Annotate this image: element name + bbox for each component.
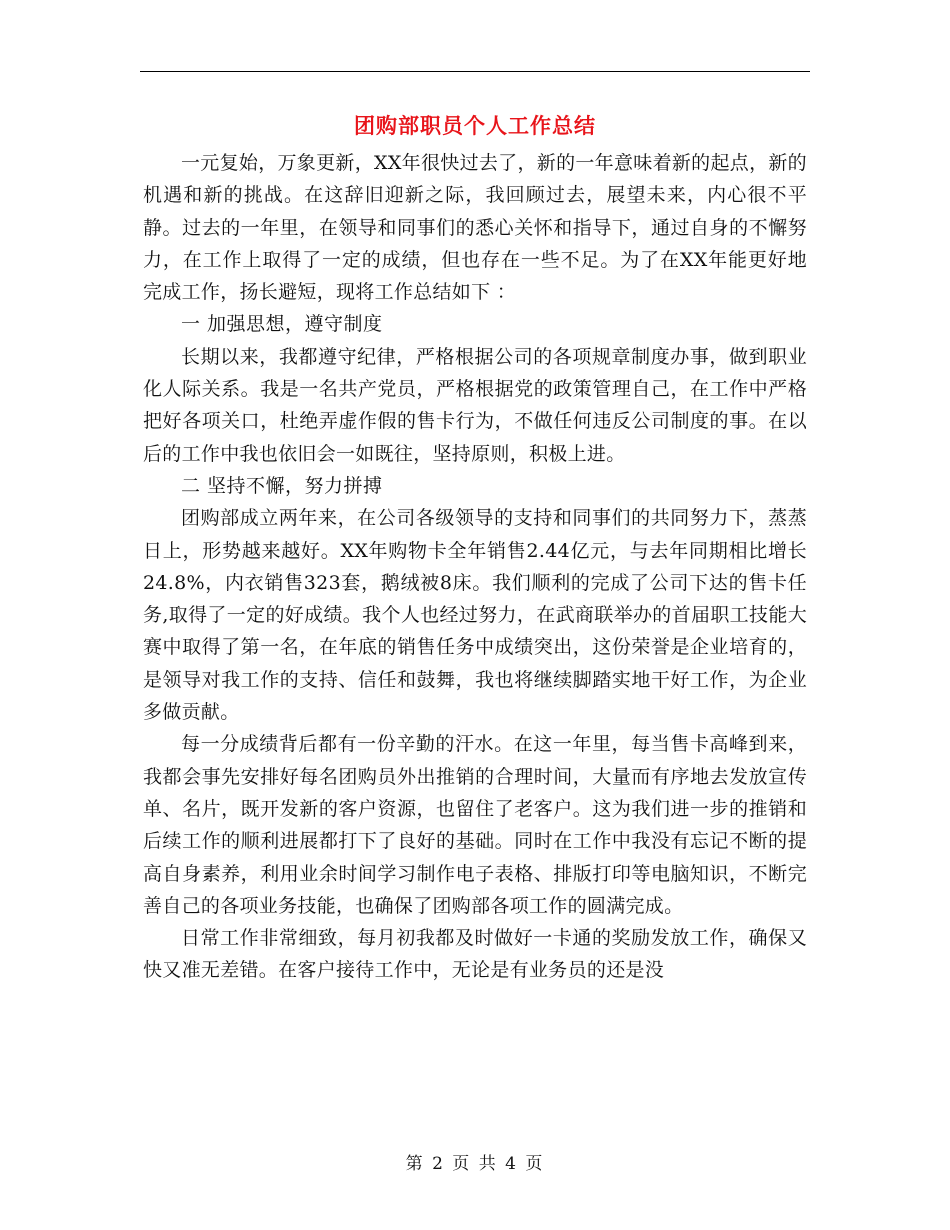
paragraph-effort: 每一分成绩背后都有一份辛勤的汗水。在这一年里，每当售卡高峰到来，我都会事先安排好每名团购员外出推销的合理时间，大量而有序地去发放宣传单、名片，既开发新的客户资源，也留住了老客户。这为我们进一步的推销和后续工作的顺利进展都打下了良好的基础。同时在工作中我没有忘记不断的提高自身素养，利用业余时间学习制作电子表格、排版打印等电脑知识，不断完善自己的各项业务技能，也确保了团购部各项工作的圆满完成。 <box>143 733 807 917</box>
section-heading-1: 一 加强思想，遵守制度 <box>181 313 383 336</box>
section-heading-2: 二 坚持不懈，努力拼搏 <box>181 474 383 497</box>
paragraph-intro: 一元复始，万象更新，XX年很快过去了，新的一年意味着新的起点，新的机遇和新的挑战。在这辞旧迎新之际，我回顾过去，展望未来，内心很不平静。过去的一年里，在领导和同事们的悉心关怀和指导下，通过自身的不懈努力，在工作上取得了一定的成绩，但也存在一些不足。为了在XX年能更好地完成工作，扬长避短，现将工作总结如下 ： <box>143 152 807 304</box>
header-rule <box>140 71 810 72</box>
document-body <box>143 147 807 987</box>
page-number-footer: 第 2 页 共 4 页 <box>405 1154 545 1174</box>
paragraph-daily-work: 日常工作非常细致，每月初我都及时做好一卡通的奖励发放工作，确保又快又准无差错。在客户接待工作中，无论是有业务员的还是没 <box>143 927 807 982</box>
document-title: 团购部职员个人工作总结 <box>354 113 596 138</box>
paragraph-discipline: 长期以来，我都遵守纪律，严格根据公司的各项规章制度办事，做到职业化人际关系。我是一名共产党员，严格根据党的政策管理自己，在工作中严格把好各项关口，杜绝弄虚作假的售卡行为，不做任何违反公司制度的事。在以后的工作中我也依旧会一如既往，坚持原则，积极上进。 <box>143 345 807 465</box>
paragraph-achievements: 团购部成立两年来，在公司各级领导的支持和同事们的共同努力下，蒸蒸日上，形势越来越好。XX年购物卡全年销售2.44亿元，与去年同期相比增长24.8%，内衣销售323套，鹅绒被8床。我们顺利的完成了公司下达的售卡任务,取得了一定的好成绩。我个人也经过努力，在武商联举办的首届职工技能大赛中取得了第一名，在年底的销售任务中成绩突出，这份荣誉是企业培育的，是领导对我工作的支持、信任和鼓舞，我也将继续脚踏实地干好工作，为企业多做贡献。 <box>143 507 807 724</box>
